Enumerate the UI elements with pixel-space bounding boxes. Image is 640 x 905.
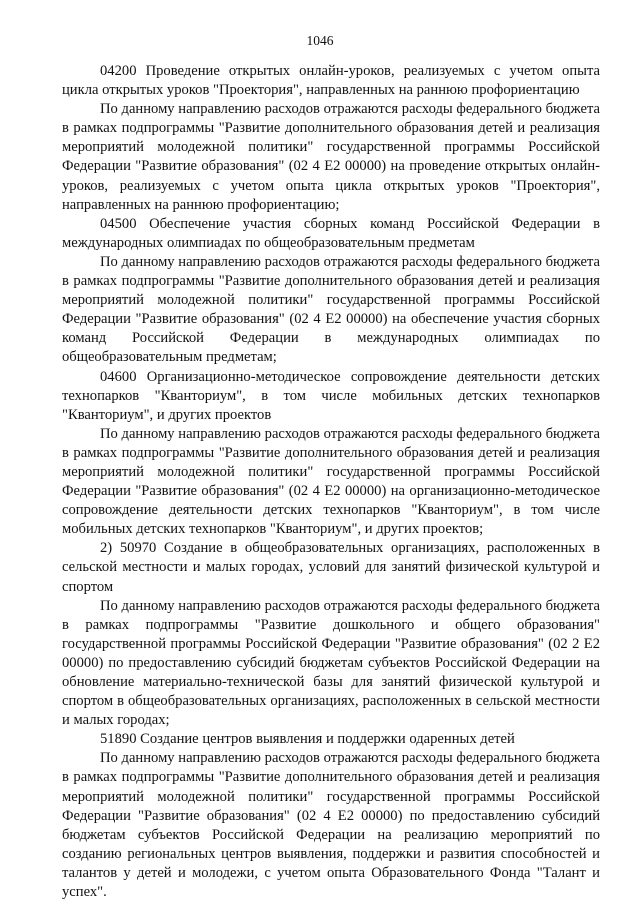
paragraph-04200-description: По данному направлению расходов отражаются расходы федерального бюджета в рамках подпрограммы "Развитие дополнительного образования детей и реализация мероприятий молодежной политики" государственной программы Российской Федерации "Развитие образования" (02 4 Е2 00000) на проведение открытых онлайн-уроков, реализуемых с учетом опыта цикла открытых уроков "Проектория", направленных на раннюю профориентацию; <box>62 101 600 213</box>
page-number: 1046 <box>306 33 334 48</box>
paragraph-50970-heading: 2) 50970 Создание в общеобразовательных организациях, расположенных в сельской местности и малых городах, условий для занятий физической культурой и спортом <box>62 540 600 595</box>
document-body <box>62 62 600 902</box>
paragraph-04600-heading: 04600 Организационно-методическое сопровождение деятельности детских технопарков "Кванториум", в том числе мобильных детских технопарков "Кванториум", и других проектов <box>62 368 600 423</box>
paragraph-51890-description: По данному направлению расходов отражаются расходы федерального бюджета в рамках подпрограммы "Развитие дополнительного образования детей и реализация мероприятий молодежной политики" государственной программы Российской Федерации "Развитие образования" (02 4 Е2 00000) по предоставлению субсидий бюджетам субъектов Российской Федерации на реализацию мероприятий по созданию региональных центров выявления, поддержки и развития способностей и талантов у детей и молодежи, с учетом опыта Образовательного Фонда "Талант и успех". <box>62 750 600 901</box>
paragraph-04200-heading: 04200 Проведение открытых онлайн-уроков, реализуемых с учетом опыта цикла открытых уроков "Проектория", направленных на раннюю профориентацию <box>62 63 600 99</box>
paragraph-51890-heading: 51890 Создание центров выявления и поддержки одаренных детей <box>100 731 515 748</box>
paragraph-04500-heading: 04500 Обеспечение участия сборных команд Российской Федерации в международных олимпиадах по общеобразовательным предметам <box>62 215 600 251</box>
paragraph-04500-description: По данному направлению расходов отражаются расходы федерального бюджета в рамках подпрограммы "Развитие дополнительного образования детей и реализация мероприятий молодежной политики" государственной программы Российской Федерации "Развитие образования" (02 4 Е2 00000) на обеспечение участия сборных команд Российской Федерации в международных олимпиадах по общеобразовательным предметам; <box>62 253 600 366</box>
paragraph-04600-description: По данному направлению расходов отражаются расходы федерального бюджета в рамках подпрограммы "Развитие дополнительного образования детей и реализация мероприятий молодежной политики" государственной программы Российской Федерации "Развитие образования" (02 4 Е2 00000) на организационно-методическое сопровождение деятельности детских технопарков "Кванториум", в том числе мобильных детских технопарков "Кванториум", и других проектов; <box>62 425 600 538</box>
paragraph-50970-description: По данному направлению расходов отражаются расходы федерального бюджета в рамках подпрограммы "Развитие дошкольного и общего образования" государственной программы Российской Федерации "Развитие образования" (02 2 Е2 00000) по предоставлению субсидий бюджетам субъектов Российской Федерации на обновление материально-технической базы для занятий физической культурой и спортом в общеобразовательных организациях, расположенных в сельской местности и малых городах; <box>62 597 600 729</box>
